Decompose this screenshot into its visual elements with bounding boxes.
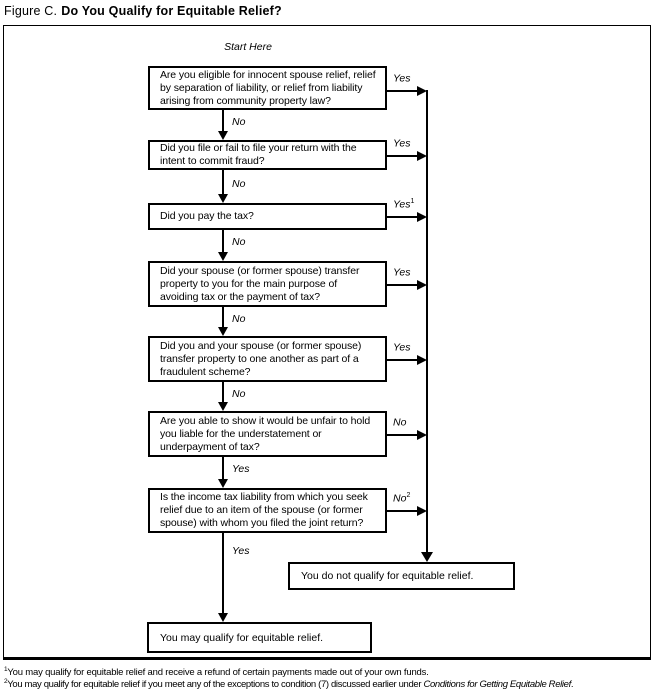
question-text-line: spouse) with whom you filed the joint return? bbox=[160, 517, 364, 529]
branch-label-text: Yes bbox=[393, 137, 411, 150]
branch-label-right-3 bbox=[393, 198, 414, 211]
collector-line bbox=[426, 90, 428, 552]
connector-right-5 bbox=[387, 359, 417, 361]
connector-down-4 bbox=[222, 307, 224, 327]
footnote-sup: 2 bbox=[4, 678, 8, 685]
question-text-line: Did your spouse (or former spouse) transfer bbox=[160, 264, 360, 277]
branch-label-right-7 bbox=[393, 492, 410, 505]
branch-label-down-6: Yes bbox=[232, 463, 250, 475]
question-box-1 bbox=[148, 66, 387, 110]
branch-label-down-3: No bbox=[232, 236, 246, 248]
branch-label-right-6 bbox=[393, 416, 406, 429]
question-box-6 bbox=[148, 411, 387, 457]
connector-right-6 bbox=[387, 434, 417, 436]
branch-label-right-5 bbox=[393, 341, 411, 354]
question-text-line: arising from community property law? bbox=[160, 94, 331, 107]
connector-down-2 bbox=[222, 170, 224, 194]
figure-title-prefix: Figure C. bbox=[4, 4, 58, 18]
arrow-down-head-3 bbox=[218, 252, 228, 261]
footnote-sup: 1 bbox=[4, 666, 8, 673]
question-text-line: Are you eligible for innocent spouse relief, relief bbox=[160, 68, 376, 81]
footnote-text: You may qualify for equitable relief if you meet any of the exceptions to condition (7) discussed earlier under bbox=[7, 679, 424, 691]
branch-label-down-5: No bbox=[232, 388, 246, 400]
start-here-label: Start Here bbox=[224, 41, 272, 53]
branch-label-text: No bbox=[393, 416, 407, 429]
branch-label-text: Yes bbox=[393, 341, 411, 354]
question-text-line: Are you able to show it would be unfair to hold bbox=[160, 414, 371, 427]
footnote-suffix: . bbox=[570, 679, 574, 691]
connector-down-7 bbox=[222, 533, 224, 613]
branch-label-sup: 2 bbox=[406, 492, 411, 499]
question-text-line: relief due to an item of the spouse (or former bbox=[160, 504, 363, 516]
connector-right-7 bbox=[387, 510, 417, 512]
question-box-5 bbox=[148, 336, 387, 382]
footnote-italic-text: Conditions for Getting Equitable Relief bbox=[423, 679, 571, 691]
arrow-down-head-4 bbox=[218, 327, 228, 336]
arrow-down-head-5 bbox=[218, 402, 228, 411]
question-box-2 bbox=[148, 140, 387, 170]
branch-label-right-4 bbox=[393, 266, 411, 279]
branch-label-down-2: No bbox=[232, 178, 246, 190]
question-text-line: Did you and your spouse (or former spouse) bbox=[160, 339, 362, 352]
arrow-down-head-2 bbox=[218, 194, 228, 203]
outcome-box-qualified bbox=[147, 622, 372, 653]
figure-title-main: Do You Qualify for Equitable Relief? bbox=[61, 4, 282, 18]
connector-right-4 bbox=[387, 284, 417, 286]
connector-right-2 bbox=[387, 155, 417, 157]
collector-arrow-down-head bbox=[421, 552, 433, 562]
question-text-line: you liable for the understatement or bbox=[160, 427, 322, 440]
arrow-down-head-1 bbox=[218, 131, 228, 140]
outcome-text: You may qualify for equitable relief. bbox=[160, 631, 324, 644]
branch-label-sup: 1 bbox=[410, 198, 415, 205]
branch-label-down-4: No bbox=[232, 313, 246, 325]
question-text-line: underpayment of tax? bbox=[160, 440, 260, 453]
question-text-line: fraudulent scheme? bbox=[160, 365, 251, 378]
branch-label-right-1 bbox=[393, 72, 411, 85]
connector-right-1 bbox=[387, 90, 417, 92]
connector-right-3 bbox=[387, 216, 417, 218]
footnote-text: You may qualify for equitable relief and receive a refund of certain payments made out of your own funds. bbox=[7, 667, 429, 679]
question-text-line: Is the income tax liability from which you seek bbox=[160, 491, 368, 503]
arrow-down-head-7 bbox=[218, 613, 228, 622]
question-text-line: by separation of liability, or relief from liability bbox=[160, 81, 363, 94]
branch-label-text: Yes bbox=[393, 72, 411, 85]
branch-label-down-1: No bbox=[232, 116, 246, 128]
connector-down-1 bbox=[222, 110, 224, 131]
branch-label-text: Yes bbox=[393, 198, 411, 211]
question-text-line: intent to commit fraud? bbox=[160, 155, 265, 167]
figure-title bbox=[4, 4, 282, 18]
footnote-2 bbox=[4, 678, 573, 690]
question-text-line: property to you for the main purpose of bbox=[160, 277, 338, 290]
outcome-box-not-qualified bbox=[288, 562, 515, 590]
question-box-4 bbox=[148, 261, 387, 307]
connector-down-3 bbox=[222, 230, 224, 252]
connector-down-5 bbox=[222, 382, 224, 402]
footnote-1 bbox=[4, 666, 429, 678]
question-text-line: transfer property to one another as part of a bbox=[160, 352, 359, 365]
question-text-line: avoiding tax or the payment of tax? bbox=[160, 290, 320, 303]
outcome-text: You do not qualify for equitable relief. bbox=[301, 570, 474, 582]
question-text-line: Did you pay the tax? bbox=[160, 210, 254, 222]
question-text-line: Did you file or fail to file your return with the bbox=[160, 142, 357, 154]
branch-label-down-7: Yes bbox=[232, 545, 250, 557]
branch-label-text: No bbox=[393, 492, 407, 505]
connector-down-6 bbox=[222, 457, 224, 479]
branch-label-text: Yes bbox=[393, 266, 411, 279]
question-box-7 bbox=[148, 488, 387, 533]
branch-label-right-2 bbox=[393, 137, 411, 150]
question-box-3 bbox=[148, 203, 387, 230]
arrow-down-head-6 bbox=[218, 479, 228, 488]
